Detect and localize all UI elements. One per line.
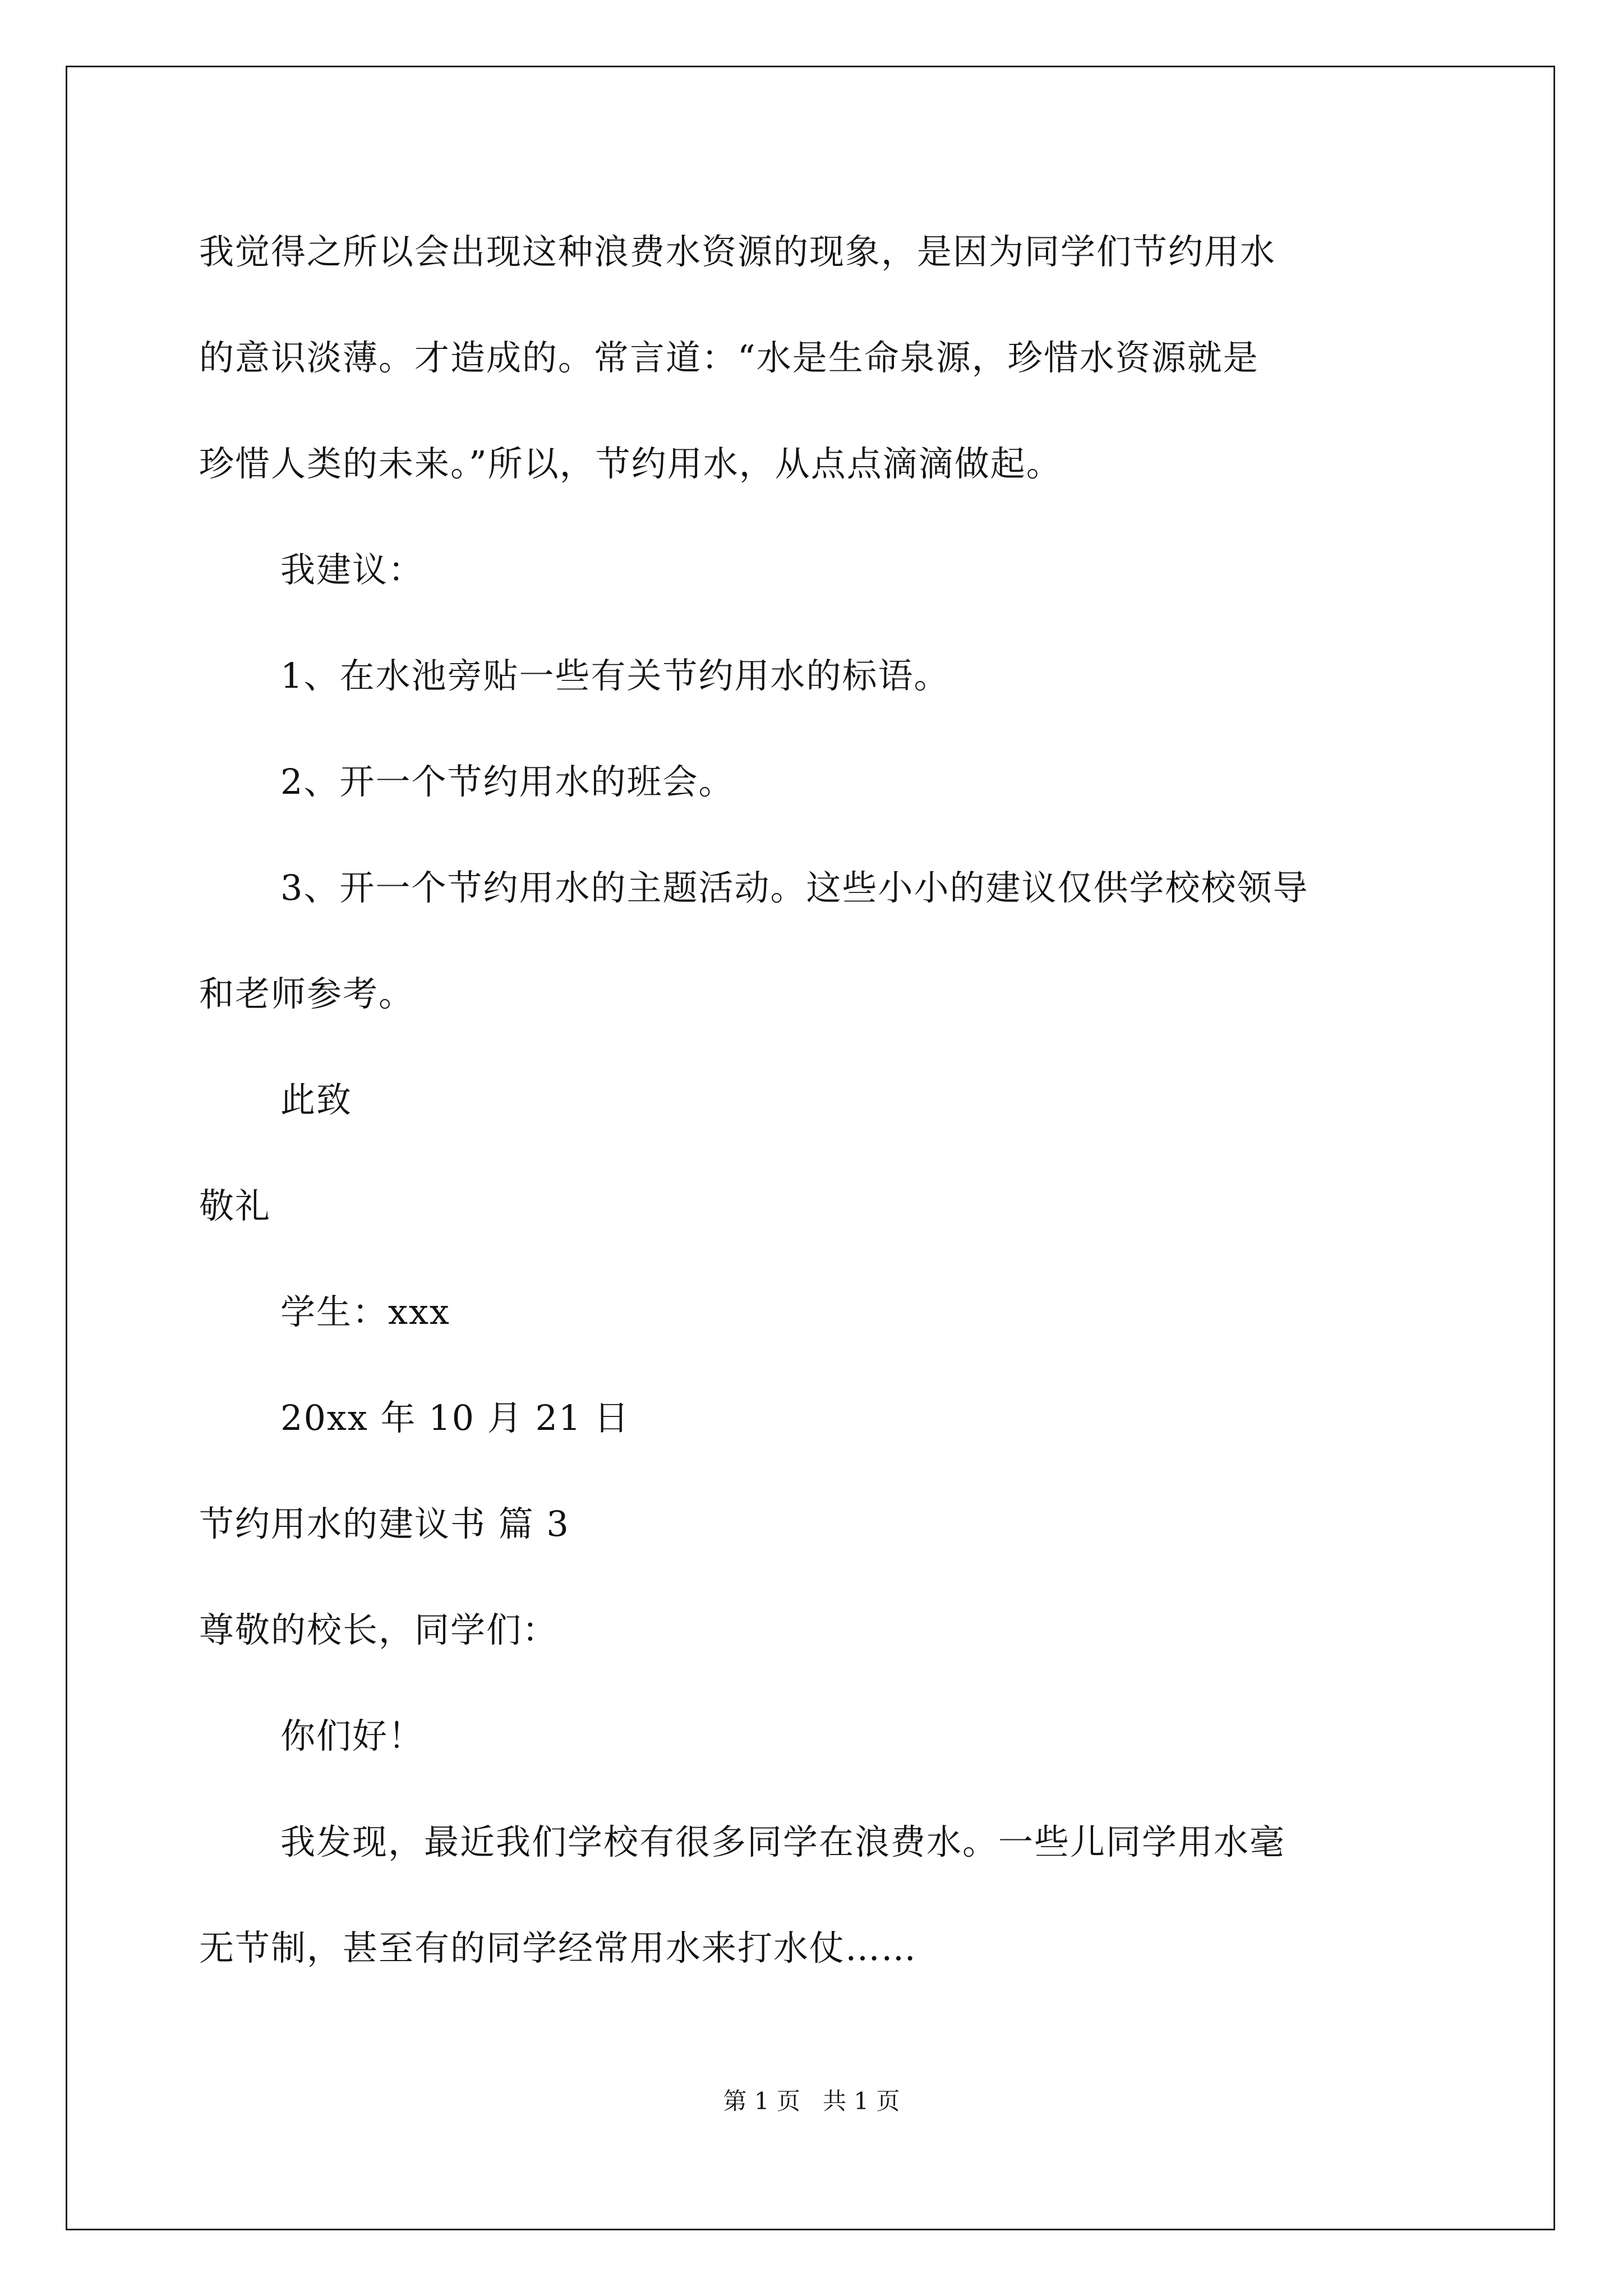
body-line-4: 我发现，最近我们学校有很多同学在浪费水。一些儿同学用水毫 (280, 1821, 1286, 1862)
closing-salutation: 此致 (280, 1079, 353, 1120)
signature-student: 学生：xxx (280, 1291, 450, 1332)
suggestion-item-2: 2、开一个节约用水的班会。 (280, 761, 735, 802)
suggestion-heading: 我建议： (280, 549, 425, 590)
section-title: 节约用水的建议书 篇 3 (199, 1503, 570, 1544)
signature-date: 20xx 年 10 月 21 日 (280, 1397, 630, 1438)
greeting-hello: 你们好！ (280, 1715, 425, 1756)
page-number-footer: 第 1 页 共 1 页 (723, 2087, 900, 2115)
suggestion-item-3: 3、开一个节约用水的主题活动。这些小小的建议仅供学校校领导 (280, 867, 1309, 908)
suggestion-item-3-cont: 和老师参考。 (199, 973, 415, 1014)
body-line-2: 的意识淡薄。才造成的。常言道：“水是生命泉源，珍惜水资源就是 (199, 337, 1259, 378)
body-line-1: 我觉得之所以会出现这种浪费水资源的现象，是因为同学们节约用水 (199, 231, 1276, 272)
greeting-recipients: 尊敬的校长，同学们： (199, 1609, 559, 1650)
closing-respect: 敬礼 (199, 1185, 271, 1226)
suggestion-item-1: 1、在水池旁贴一些有关节约用水的标语。 (280, 655, 950, 696)
body-line-5: 无节制，甚至有的同学经常用水来打水仗…… (199, 1927, 917, 1968)
body-line-3: 珍惜人类的未来。”所以，节约用水，从点点滴滴做起。 (199, 443, 1062, 484)
page-border (66, 66, 1555, 2230)
